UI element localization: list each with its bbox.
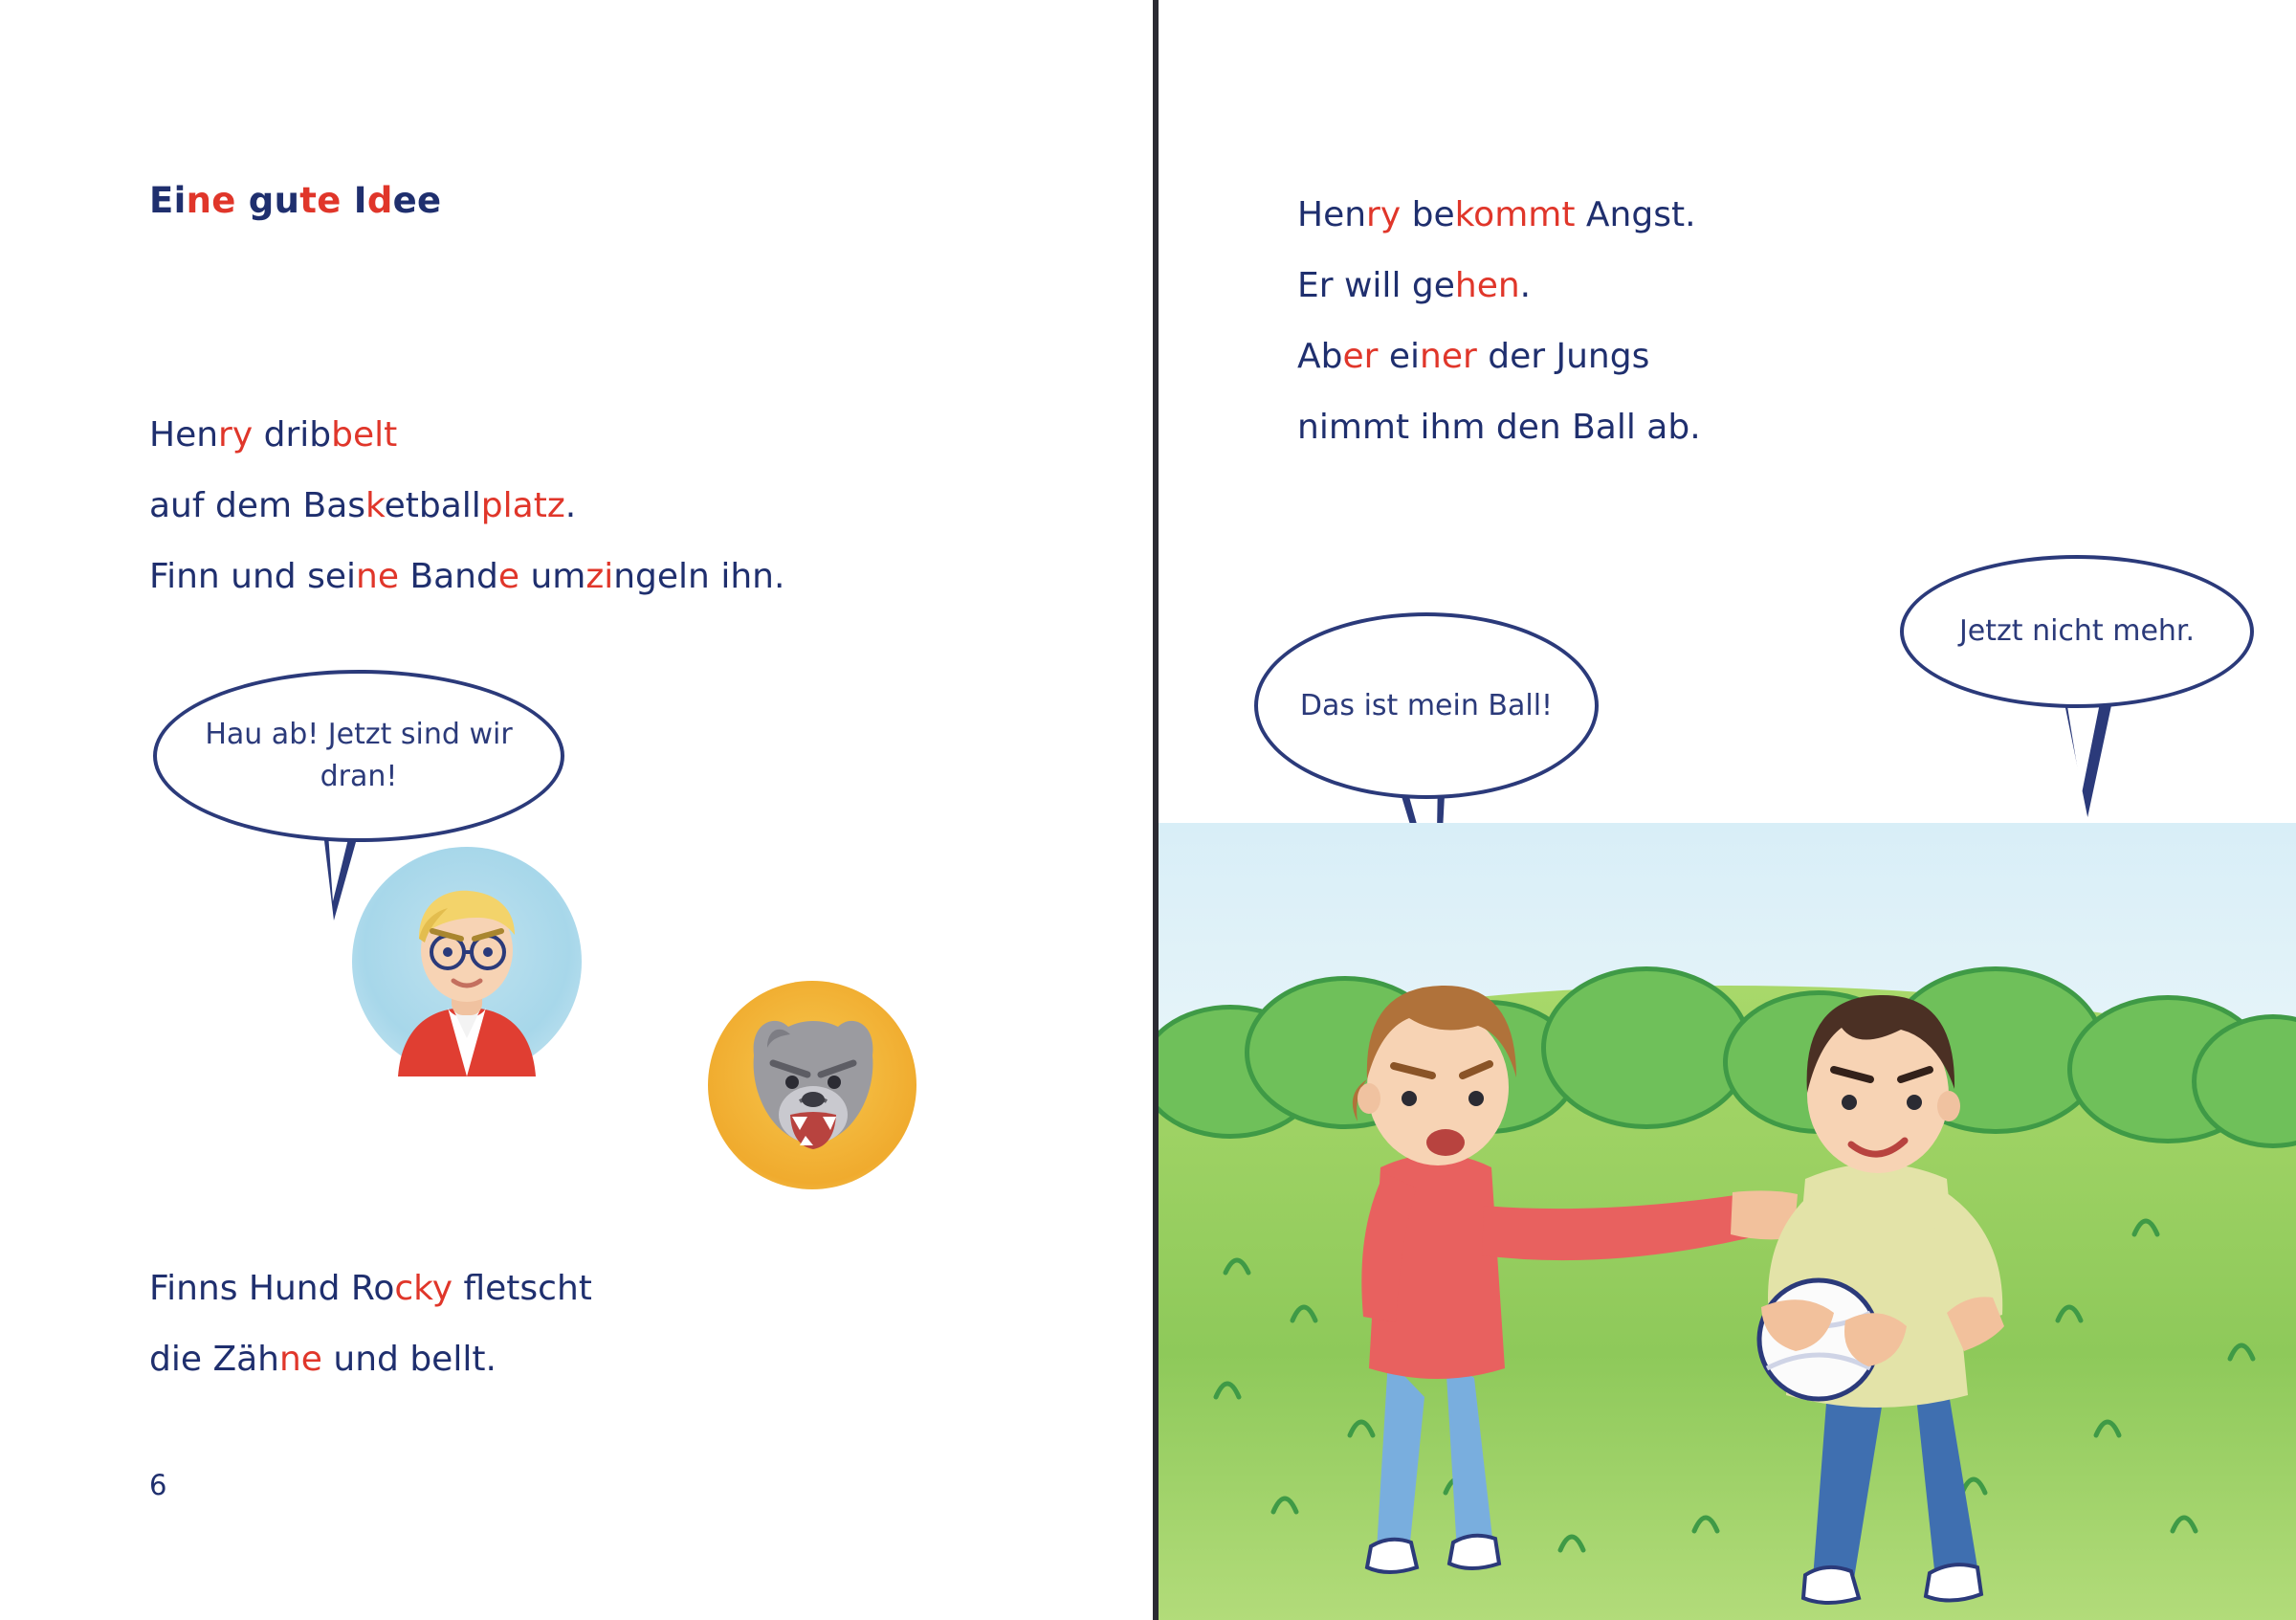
left-paragraph-2	[149, 1254, 592, 1395]
page-number: 6	[149, 1469, 167, 1501]
text-line: Er will gehen.	[1297, 266, 1532, 305]
right-illustration-layer	[1159, 0, 2296, 1620]
right-page	[1159, 0, 2296, 1620]
speech-bubble-bully: Jetzt nicht mehr.	[1900, 555, 2254, 708]
text-line: Henry dribbelt	[149, 415, 398, 455]
speech-bubble-finn: Hau ab! Jetzt sind wir dran!	[153, 670, 564, 842]
text-line: nimmt ihm den Ball ab.	[1297, 408, 1701, 447]
page-title: Eine gute Idee	[149, 180, 442, 221]
text-line: Finns Hund Rocky fletscht	[149, 1269, 592, 1308]
text-line: auf dem Basketballplatz.	[149, 486, 577, 525]
speech-bubble-henry: Das ist mein Ball!	[1254, 612, 1599, 799]
scene-illustration	[1159, 823, 2296, 1620]
text-line: Aber einer der Jungs	[1297, 337, 1650, 376]
text-line: die Zähne und bellt.	[149, 1340, 497, 1379]
dog-avatar	[708, 981, 916, 1189]
boy-avatar	[352, 847, 582, 1076]
text-line: Finn und seine Bande umzingeln ihn.	[149, 557, 785, 596]
text-line: Henry bekommt Angst.	[1297, 195, 1696, 234]
left-paragraph-1	[149, 400, 784, 612]
